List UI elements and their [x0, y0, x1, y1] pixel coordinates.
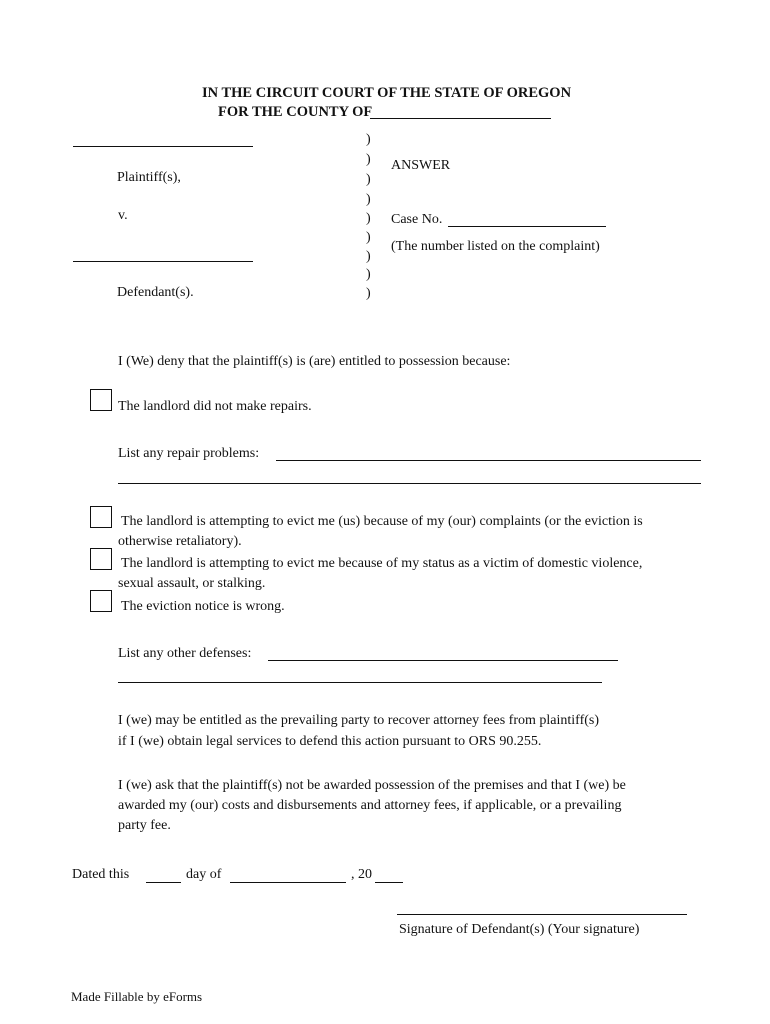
caption-paren: ): [366, 230, 371, 245]
caption-paren: ): [366, 152, 371, 167]
other-defenses-field-2[interactable]: [118, 682, 602, 683]
dated-label: Dated this: [72, 867, 130, 882]
case-no-label: Case No.: [391, 212, 443, 227]
notice-wrong-checkbox[interactable]: [90, 590, 112, 612]
case-no-hint: (The number listed on the complaint): [391, 239, 600, 254]
caption-paren: ): [366, 211, 371, 226]
caption-paren: ): [366, 172, 371, 187]
day-of-label: day of: [186, 867, 222, 882]
county-field[interactable]: [370, 118, 551, 119]
dv-status-checkbox[interactable]: [90, 548, 112, 570]
court-title: IN THE CIRCUIT COURT OF THE STATE OF OREGON: [202, 85, 572, 101]
versus-label: v.: [118, 208, 128, 223]
retaliation-label: The landlord is attempting to evict me (us) because of my (our) complaints (or the eviction is: [121, 514, 643, 529]
dated-year-field[interactable]: [375, 882, 403, 883]
signature-field[interactable]: [397, 914, 687, 915]
caption-paren: ): [366, 267, 371, 282]
county-label: [218, 104, 372, 121]
repair-list-field-2[interactable]: [118, 483, 701, 484]
defendant-label: Defendant(s).: [117, 285, 194, 300]
request-text: I (we) ask that the plaintiff(s) not be awarded possession of the premises and that I (we) be: [118, 778, 626, 793]
county-label-text: FOR THE COUNTY OF: [218, 104, 373, 120]
defendant-name-field[interactable]: [73, 261, 253, 262]
retaliation-checkbox[interactable]: [90, 506, 112, 528]
made-fillable-footer: Made Fillable by eForms: [71, 989, 203, 1004]
caption-paren: ): [366, 132, 371, 147]
dv-status-label: The landlord is attempting to evict me because of my status as a victim of domestic violence,: [121, 556, 643, 571]
caption-paren: ): [366, 192, 371, 207]
signature-label: Signature of Defendant(s) (Your signature): [399, 922, 640, 937]
caption-paren: ): [366, 249, 371, 264]
retaliation-label-cont: otherwise retaliatory).: [118, 534, 242, 549]
case-no-field[interactable]: [448, 226, 606, 227]
deny-intro: I (We) deny that the plaintiff(s) is (are) entitled to possession because:: [118, 354, 511, 369]
other-defenses-label: List any other defenses:: [118, 646, 252, 661]
repair-list-label: List any repair problems:: [118, 446, 260, 461]
notice-wrong-label: The eviction notice is wrong.: [121, 599, 285, 614]
attorney-fees-text: I (we) may be entitled as the prevailing party to recover attorney fees from plaintiff(s): [118, 713, 599, 728]
request-text-cont: awarded my (our) costs and disbursements and attorney fees, if applicable, or a prevailing: [118, 798, 622, 813]
dv-status-label-cont: sexual assault, or stalking.: [118, 576, 266, 591]
plaintiff-name-field[interactable]: [73, 146, 253, 147]
dated-month-field[interactable]: [230, 882, 346, 883]
repairs-checkbox[interactable]: [90, 389, 112, 411]
plaintiff-label: Plaintiff(s),: [117, 170, 181, 185]
document-title: ANSWER: [391, 158, 451, 173]
attorney-fees-text-cont: if I (we) obtain legal services to defend this action pursuant to ORS 90.255.: [118, 734, 542, 749]
caption-paren: ): [366, 286, 371, 301]
dated-day-field[interactable]: [146, 882, 181, 883]
request-text-end: party fee.: [118, 818, 171, 833]
other-defenses-field-1[interactable]: [268, 660, 618, 661]
repairs-label: The landlord did not make repairs.: [118, 399, 312, 414]
repair-list-field-1[interactable]: [276, 460, 701, 461]
year-prefix-label: , 20: [351, 867, 372, 882]
